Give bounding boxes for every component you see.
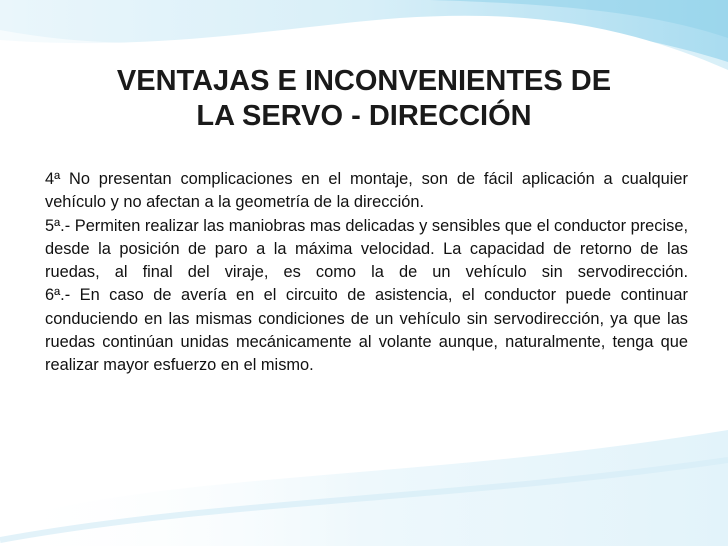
slide-title [40, 64, 688, 134]
paragraph-6: 6ª.- En caso de avería en el circuito de asistencia, el conductor puede continuar conduciendo en las mismas condiciones de un vehículo sin servodirección, ya que las ruedas continúan unidas mecánicamente al volante aunque, naturalmente, tenga que realizar mayor esfuerzo en el mismo. [45, 286, 688, 375]
title-line-2: LA SERVO - DIRECCIÓN [196, 100, 532, 132]
title-line-1: VENTAJAS E INCONVENIENTES DE [116, 65, 612, 97]
bottom-wave-band [0, 430, 728, 546]
slide-body-text [45, 168, 688, 378]
paragraph-4: 4ª No presentan complicaciones en el montaje, son de fácil aplicación a cualquier vehículo y no afectan a la geometría de la dirección. [45, 170, 688, 212]
paragraph-5: 5ª.- Permiten realizar las maniobras mas delicadas y sensibles que el conductor precise, desde la posición de paro a la máxima velocidad. La capacidad de retorno de las ruedas, al final del viraje, es como la de un vehículo sin servodirección. [45, 216, 688, 282]
